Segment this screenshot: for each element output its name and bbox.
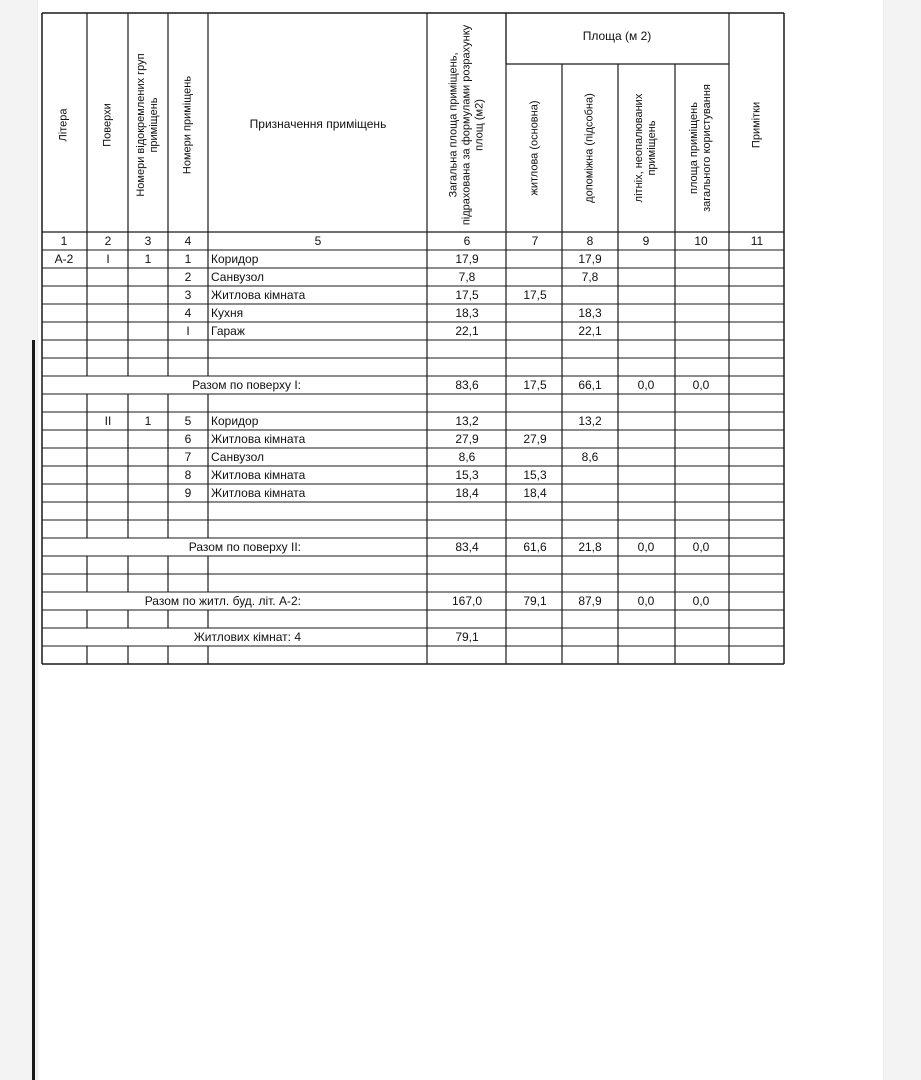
cell-litera: А-2 [54,252,74,266]
cell-zahalna: 79,1 [455,630,479,644]
cell-nomer: 4 [184,306,192,320]
cell-zahalna: 83,6 [455,378,479,392]
cell-poverkh: ІІ [104,414,112,428]
cell-nazva: Коридор [211,252,259,266]
cell-dopomizhna: 21,8 [578,540,602,554]
column-number: 2 [104,234,112,248]
column-number: 1 [60,234,68,248]
cell-nomer: 6 [184,432,192,446]
header-litnikh: літніх, неопалюваних приміщень [633,93,658,203]
column-number: 11 [750,234,764,248]
column-number: 8 [586,234,594,248]
cell-zhytlova: 18,4 [523,486,547,500]
column-number: 9 [642,234,650,248]
header-prymitky: Примітки [750,101,763,149]
cell-nazva: Санвузол [211,270,264,284]
cell-zahalna: 22,1 [455,324,479,338]
cell-zahalnoho: 0,0 [692,540,710,554]
cell-dopomizhna: 22,1 [578,324,602,338]
cell-zahalna: 7,8 [458,270,476,284]
column-number: 6 [463,234,471,248]
cell-litni: 0,0 [637,540,655,554]
cell-zahalna: 27,9 [455,432,479,446]
cell-nomer: 1 [184,252,192,266]
cell-zahalnoho: 0,0 [692,378,710,392]
cell-nazva: Житлова кімната [211,288,306,302]
cell-dopomizhna: 8,6 [581,450,599,464]
cell-zahalnoho: 0,0 [692,594,710,608]
header-dopomizhna: допоміжна (підсобна) [583,93,596,203]
cell-nomer: 2 [184,270,192,284]
cell-nomer: 8 [184,468,192,482]
row-total-label: Разом по поверху ІІ: [188,540,301,554]
cell-dopomizhna: 66,1 [578,378,602,392]
column-number: 5 [314,234,322,248]
cell-litni: 0,0 [637,594,655,608]
cell-zahalna: 15,3 [455,468,479,482]
cell-nomer: 7 [184,450,192,464]
cell-zahalna: 18,4 [455,486,479,500]
row-total-label: Разом по житл. буд. літ. А-2: [144,594,301,608]
cell-zhytlova: 61,6 [523,540,547,554]
column-number: 3 [144,234,152,248]
cell-poverkh: І [106,252,110,266]
header-litera: Літера [57,108,70,142]
cell-nomer: 9 [184,486,192,500]
cell-zahalna: 17,5 [455,288,479,302]
cell-zhytlova: 27,9 [523,432,547,446]
cell-dopomizhna: 7,8 [581,270,599,284]
cell-zhytlova: 15,3 [523,468,547,482]
cell-zhytlova: 17,5 [523,288,547,302]
column-number: 4 [184,234,192,248]
cell-dopomizhna: 13,2 [578,414,602,428]
header-nomery-grup: Номери відокремлених груп приміщень [135,53,160,197]
cell-dopomizhna: 87,9 [578,594,602,608]
row-total-label: Разом по поверху І: [192,378,301,392]
header-pryznachennia: Призначення приміщень [249,117,387,131]
cell-grupa: 1 [144,414,152,428]
column-number: 10 [694,234,708,248]
cell-nazva: Кухня [211,306,244,320]
header-poverkhy: Поверхи [101,103,114,147]
cell-grupa: 1 [144,252,152,266]
cell-litni: 0,0 [637,378,655,392]
cell-nazva: Гараж [211,324,245,338]
cell-zahalna: 17,9 [455,252,479,266]
column-number: 7 [531,234,539,248]
header-nomery-prym: Номери приміщень [181,75,194,175]
header-zahalnoho: площа приміщень загального користування [688,84,713,212]
cell-zahalna: 8,6 [458,450,476,464]
cell-zahalna: 167,0 [451,594,483,608]
header-zahalna-ploshcha: Загальна площа приміщень, підрахована за формулами розрахунку площ (м2) [447,24,486,226]
cell-dopomizhna: 18,3 [578,306,602,320]
cell-dopomizhna: 17,9 [578,252,602,266]
cell-nomer: 5 [184,414,192,428]
cell-nazva: Житлова кімната [211,468,306,482]
cell-zhytlova: 17,5 [523,378,547,392]
cell-nazva: Коридор [211,414,259,428]
cell-zahalna: 83,4 [455,540,479,554]
cell-nazva: Житлова кімната [211,486,306,500]
cell-nomer: 3 [184,288,192,302]
header-zhytlova: житлова (основна) [528,100,541,196]
cell-zahalna: 13,2 [455,414,479,428]
cell-zahalna: 18,3 [455,306,479,320]
cell-nazva: Житлова кімната [211,432,306,446]
header-ploshcha-group: Площа (м 2) [582,29,652,43]
cell-nomer: І [186,324,190,338]
row-total-label: Житлових кімнат: 4 [193,630,301,644]
cell-nazva: Санвузол [211,450,264,464]
cell-zhytlova: 79,1 [523,594,547,608]
